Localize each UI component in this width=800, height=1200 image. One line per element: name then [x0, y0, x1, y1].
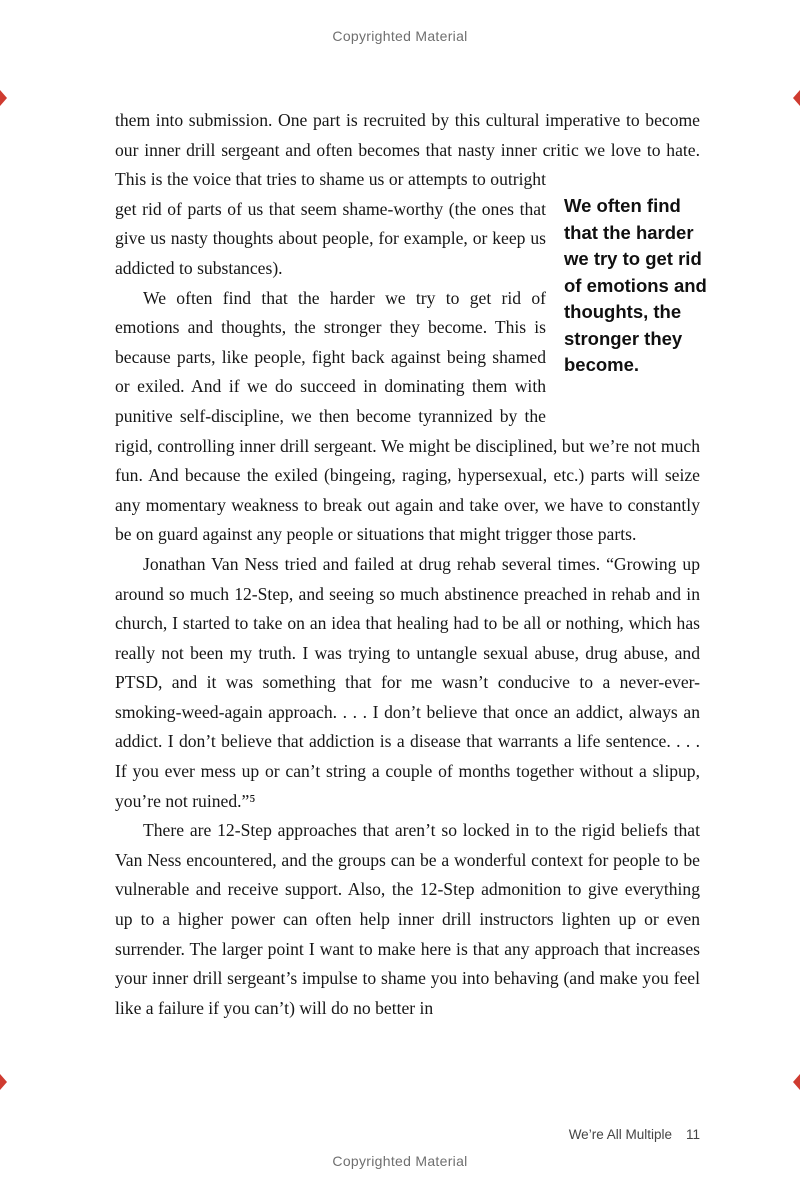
paragraph-2: We often find that the harder we try to get rid of emotions and thoughts, the stronger they become. This is because parts, like people, fight back against being shamed or exiled. And if we do succeed in dominating them with punitive self-discipline, we then become tyrannized by the rigid, controlling inner drill sergeant. We might be disciplined, but we’re not much fun. And because the exiled (bingeing, raging, hypersexual, etc.) parts will seize any momentary weakness to break out again and take over, we have to constantly be on guard against any people or situations that might trigger those parts. [115, 287, 700, 545]
page-edge-mark-bottom-left [0, 1074, 7, 1090]
pull-quote: We often find that the harder we try to get rid of emotions and thoughts, the stronger they become. [564, 195, 707, 376]
paragraph-1 [115, 106, 707, 376]
paragraph-1-text-before-quote: them into submission. One part is recruited by this cultural imperative to become our inner drill sergeant and often becomes that nasty inner critic we love to hate. This is the voice that tries to shame us or attempts to [115, 110, 700, 190]
page-edge-mark-bottom-right [793, 1074, 800, 1090]
page-edge-mark-top-left [0, 90, 7, 106]
page-edge-mark-top-right [793, 90, 800, 106]
paragraph-3: Jonathan Van Ness tried and failed at drug rehab several times. “Growing up around so much 12-Step, and seeing so much abstinence preached in rehab and in church, I started to take on an idea that healing had to be all or nothing, which has really not been my truth. I was trying to untangle sexual abuse, drug abuse, and PTSD, and it was something that for me wasn’t conducive to a never-ever-smoking-weed-again approach. . . . I don’t believe that once an addict, always an addict. I don’t believe that addiction is a disease that warrants a life sentence. . . . If you ever mess up or can’t string a couple of months together without a slipup, you’re not ruined.”⁵ [115, 553, 700, 811]
copyright-notice-top: Copyrighted Material [332, 28, 468, 44]
running-footer-title: We’re All Multiple [568, 1127, 672, 1142]
page-footer [115, 1127, 700, 1142]
copyright-notice-bottom: Copyrighted Material [332, 1153, 468, 1169]
page-body [115, 106, 707, 1023]
paragraph-4: There are 12-Step approaches that aren’t so locked in to the rigid beliefs that Van Ness encountered, and the groups can be a wonderful context for people to be vulnerable and receive support. Also, the 12-Step admonition to give everything up to a higher power can often help inner drill instructors lighten up or even surrender. The larger point I want to make here is that any approach that increases your inner drill sergeant’s impulse to shame you into behaving (and make you feel like a failure if you can’t) will do no better in [115, 820, 700, 1018]
page-number: 11 [685, 1127, 700, 1142]
paragraph-1-text-after-quote: outright get rid of parts of us that seem shame-worthy (the ones that give us nasty thoughts about people, for example, or keep us addicted to substances). [115, 169, 546, 278]
